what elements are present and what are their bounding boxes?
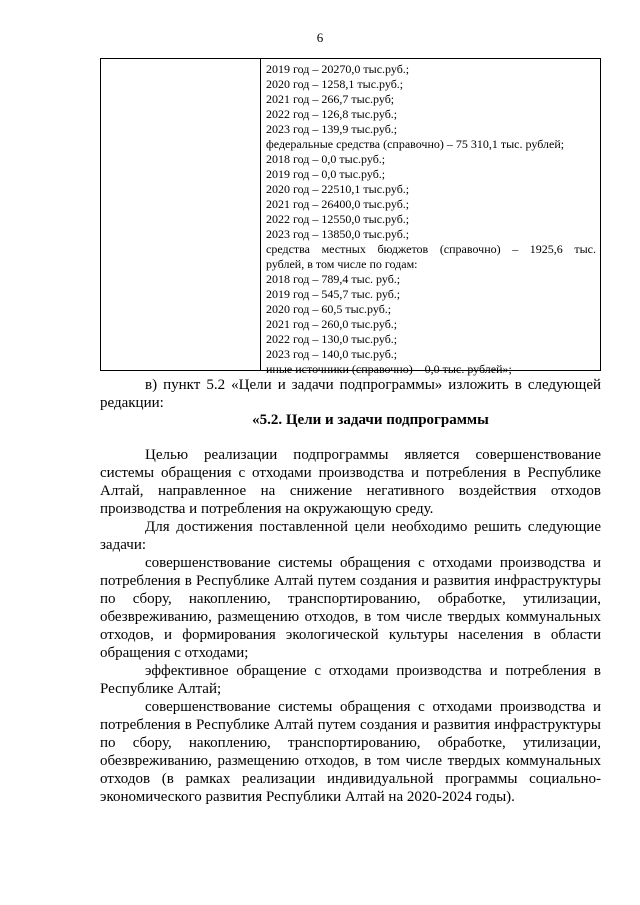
section-body (100, 446, 601, 806)
funding-line: 2022 год – 130,0 тыс.руб.; (266, 332, 398, 346)
paragraph-task: эффективное обращение с отходами производства и потребления в Республике Алтай; (100, 663, 601, 697)
funding-line: 2021 год – 266,7 тыс.руб; (266, 92, 395, 106)
funding-line: 2022 год – 12550,0 тыс.руб.; (266, 212, 410, 226)
funding-line: 2021 год – 26400,0 тыс.руб.; (266, 197, 410, 211)
paragraph-tasks-intro: Для достижения поставленной цели необходимо решить следующие задачи: (100, 519, 601, 553)
funding-line: федеральные средства (справочно) – 75 310,1 тыс. рублей; (266, 137, 565, 151)
funding-line: 2023 год – 139,9 тыс.руб.; (266, 122, 398, 136)
funding-table (100, 58, 601, 376)
funding-line: средства местных бюджетов (справочно) – 1925,6 тыс. (266, 242, 596, 256)
funding-line: 2019 год – 20270,0 тыс.руб.; (266, 62, 410, 76)
section-heading: «5.2. Цели и задачи подпрограммы (252, 412, 489, 428)
funding-line: 2020 год – 22510,1 тыс.руб.; (266, 182, 410, 196)
amendment-intro-line: редакции: (100, 395, 164, 411)
amendment-intro (100, 376, 601, 412)
paragraph-goal: Целью реализации подпрограммы является совершенствование системы обращения с отходами производства и потребления в Республике Алтай, направленное на снижение негативного воздействия отходов производства и потребления на окружающую среду. (100, 447, 601, 517)
funding-line: рублей, в том числе по годам: (266, 257, 418, 271)
page-number: 6 (316, 30, 324, 45)
funding-line: 2019 год – 0,0 тыс.руб.; (266, 167, 386, 181)
funding-line: 2020 год – 60,5 тыс.руб.; (266, 302, 392, 316)
paragraph-task: совершенствование системы обращения с отходами производства и потребления в Республике Алтай путем создания и развития инфраструктуры по сбору, накоплению, транспортированию, обработке, утилизации, обезвреживанию, размещению отходов, в том числе твердых коммунальных отходов, и формирования экологической культуры населения в области обращения с отходами; (100, 555, 601, 661)
funding-cell (266, 62, 596, 377)
funding-line: 2023 год – 13850,0 тыс.руб.; (266, 227, 410, 241)
funding-line: 2020 год – 1258,1 тыс.руб.; (266, 77, 404, 91)
funding-line: 2022 год – 126,8 тыс.руб.; (266, 107, 398, 121)
funding-line: 2018 год – 789,4 тыс. руб.; (266, 272, 401, 286)
amendment-intro-line: в) пункт 5.2 «Цели и задачи подпрограммы» изложить в следующей (145, 377, 601, 393)
funding-line: 2019 год – 545,7 тыс. руб.; (266, 287, 401, 301)
funding-line: 2021 год – 260,0 тыс.руб.; (266, 317, 398, 331)
table-column-divider (260, 59, 261, 370)
paragraph-task: совершенствование системы обращения с отходами производства и потребления в Республике Алтай путем создания и развития инфраструктуры по сбору, накоплению, транспортированию, обработке, утилизации, обезвреживанию, размещению отходов, в том числе твердых коммунальных отходов (в рамках реализации индивидуальной программы социально-экономического развития Республики Алтай на 2020-2024 годы). (100, 699, 601, 805)
funding-line: 2023 год – 140,0 тыс.руб.; (266, 347, 398, 361)
funding-line: иные источники (справочно) – 0,0 тыс. рублей»; (266, 362, 512, 376)
funding-line: 2018 год – 0,0 тыс.руб.; (266, 152, 386, 166)
